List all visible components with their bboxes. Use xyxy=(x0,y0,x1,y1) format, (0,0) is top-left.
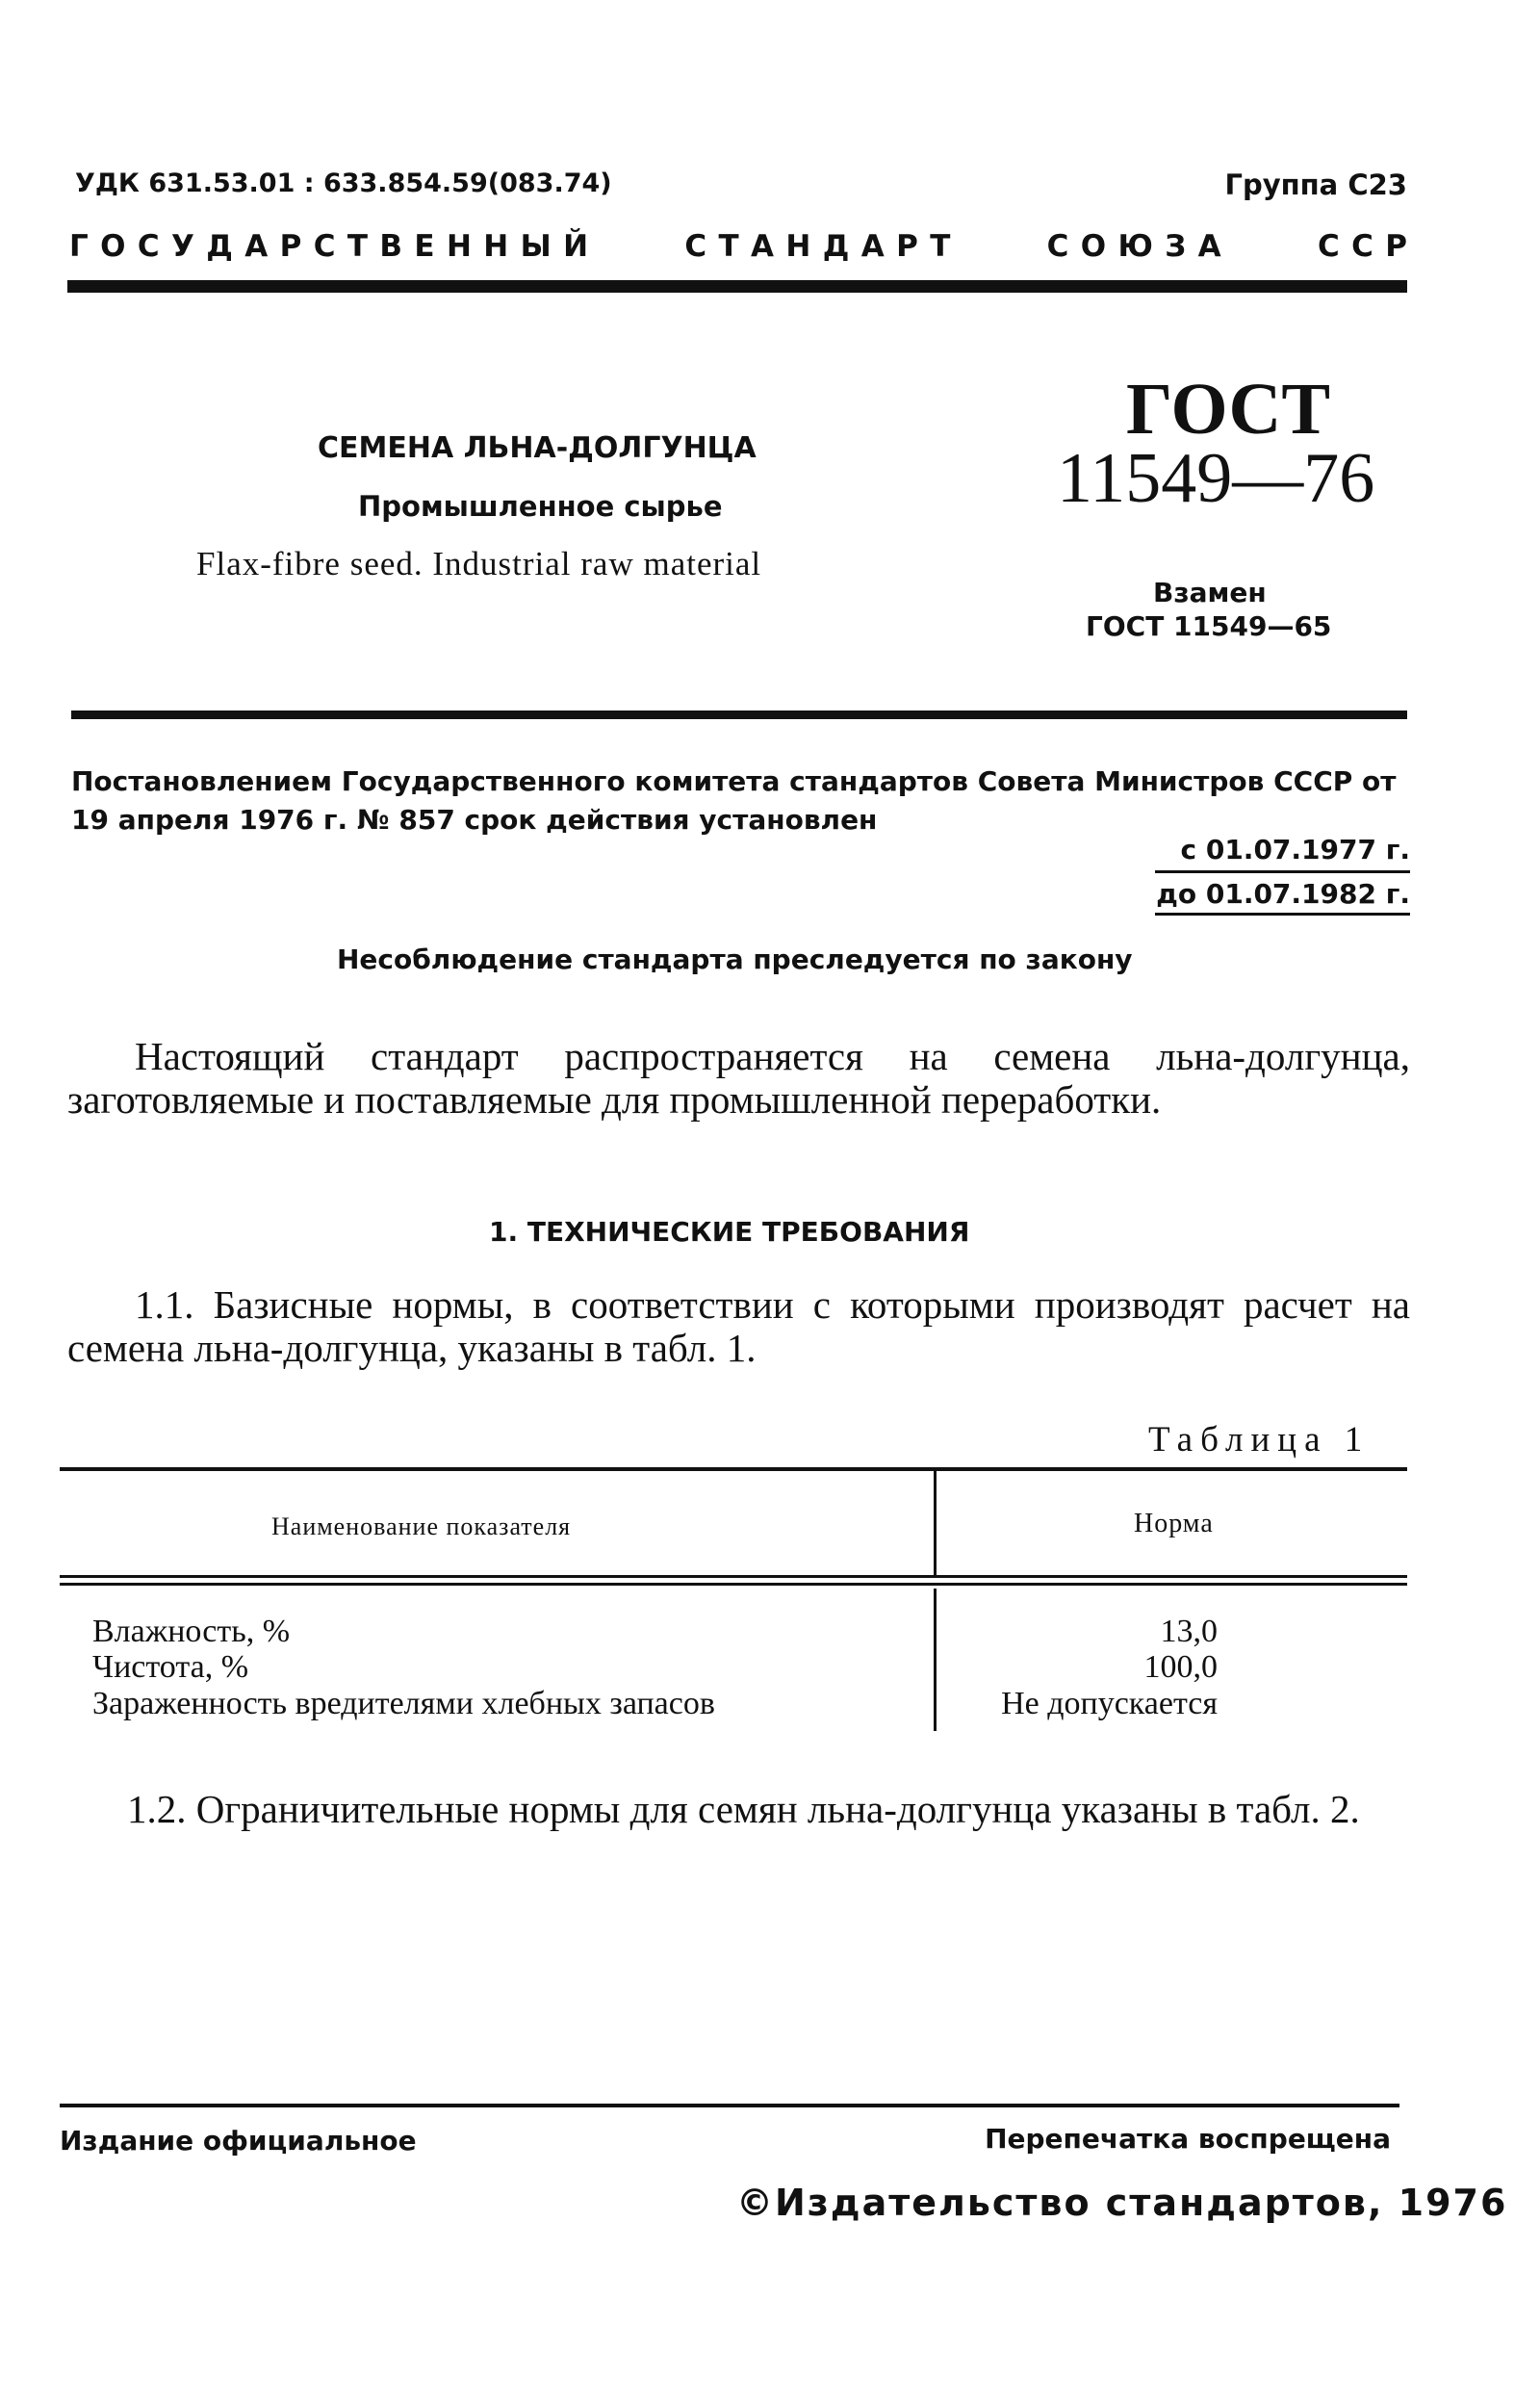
document-title: СЕМЕНА ЛЬНА-ДОЛГУНЦА xyxy=(318,431,757,465)
valid-to-date: до 01.07.1982 г. xyxy=(1156,878,1410,910)
state-standard-word: Г О С У Д А Р С Т В Е Н Н Ы Й xyxy=(69,229,589,264)
table-label: Таблица 1 xyxy=(1148,1420,1371,1460)
table-top-rule xyxy=(60,1467,1407,1471)
table-header-rule-2 xyxy=(60,1583,1407,1586)
state-standard-word: С О Ю З А xyxy=(1046,229,1221,264)
state-standard-word: С С Р xyxy=(1317,229,1407,264)
title-thick-rule xyxy=(71,711,1407,719)
section-heading: 1. ТЕХНИЧЕСКИЕ ТРЕБОВАНИЯ xyxy=(489,1216,970,1248)
paragraph-1-2: 1.2. Ограничительные нормы для семян льна-долгунца указаны в табл. 2. xyxy=(127,1787,1360,1831)
table-row-name: Чистота, % xyxy=(92,1649,249,1685)
reprint-note: Перепечатка воспрещена xyxy=(985,2123,1391,2155)
udk-code: УДК 631.53.01 : 633.854.59(083.74) xyxy=(75,168,612,198)
replaces-label: Взамен xyxy=(1153,577,1267,608)
document-subtitle: Промышленное сырье xyxy=(358,490,723,523)
gost-label: ГОСТ xyxy=(1126,369,1331,450)
edition-note: Издание официальное xyxy=(60,2125,417,2157)
footer-rule xyxy=(60,2104,1399,2107)
valid-to-underline xyxy=(1155,913,1410,916)
column-header-indicator: Наименование показателя xyxy=(271,1512,572,1540)
valid-from-underline xyxy=(1155,870,1410,873)
document-title-english: Flax-fibre seed. Industrial raw material xyxy=(196,545,762,582)
gost-number: 11549—76 xyxy=(1057,439,1375,518)
table-row-value: 100,0 xyxy=(1143,1649,1218,1685)
state-standard-word: С Т А Н Д А Р Т xyxy=(684,229,951,264)
group-code: Группа С23 xyxy=(1224,168,1407,201)
decree-text: Постановлением Государственного комитета стандартов Совета Министров СССР от 19 апреля 1976 г. № 857 срок действия установлен xyxy=(71,765,1397,836)
copyright-note: ©Издательство стандартов, 1976 xyxy=(736,2182,1508,2224)
state-standard-heading xyxy=(69,229,1407,264)
table-row-name: Зараженность вредителями хлебных запасов xyxy=(92,1686,715,1721)
legal-warning: Несоблюдение стандарта преследуется по закону xyxy=(337,943,1133,975)
intro-paragraph: Настоящий стандарт распространяется на семена льна-долгунца, заготовляемые и поставляемые для промышленной переработки. xyxy=(67,1034,1410,1122)
table-row-value: 13,0 xyxy=(1160,1614,1218,1649)
table-row-name: Влажность, % xyxy=(92,1614,291,1649)
replaces-value: ГОСТ 11549—65 xyxy=(1086,610,1332,642)
header-thick-rule xyxy=(67,280,1407,293)
paragraph-1-1: 1.1. Базисные нормы, в соответствии с которыми производят расчет на семена льна-долгунца, указаны в табл. 1. xyxy=(67,1282,1410,1370)
table-row-value: Не допускается xyxy=(1001,1686,1218,1721)
table-header-rule-1 xyxy=(60,1575,1407,1578)
column-header-norm: Норма xyxy=(1134,1509,1214,1538)
valid-from-date: с 01.07.1977 г. xyxy=(1180,834,1410,866)
table-column-divider xyxy=(934,1471,937,1575)
